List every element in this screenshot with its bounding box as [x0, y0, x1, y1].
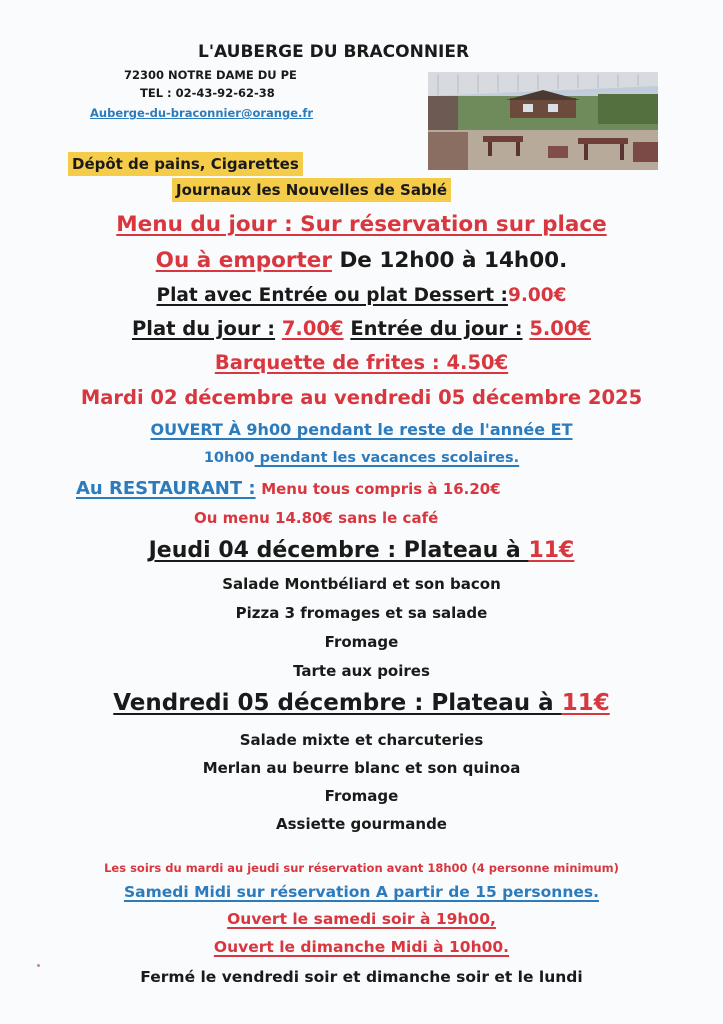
day-2-item-3: Fromage: [324, 787, 399, 805]
entree-du-jour-price: 5.00€: [529, 317, 591, 340]
phone: TEL : 02-43-92-62-38: [140, 86, 275, 100]
evenings-note: Les soirs du mardi au jeudi sur réservation avant 18h00 (4 personne minimum): [104, 861, 619, 875]
paper-speck: [37, 964, 40, 967]
date-range: Mardi 02 décembre au vendredi 05 décembre 2025: [80, 386, 643, 409]
saturday-noon-note: Samedi Midi sur réservation A partir de 15 personnes.: [124, 883, 599, 901]
day-1-price: 11€: [528, 538, 575, 563]
restaurant-label: Au RESTAURANT :: [76, 478, 256, 499]
email-link[interactable]: Auberge-du-braconnier@orange.fr: [90, 106, 314, 120]
day-2-price: 11€: [561, 690, 610, 716]
day-2-item-2: Merlan au beurre blanc et son quinoa: [202, 759, 521, 777]
day-2-item-1: Salade mixte et charcuteries: [239, 731, 484, 749]
menu-du-jour-title: Menu du jour : Sur réservation sur place: [116, 212, 607, 237]
terrace-photo: [428, 72, 658, 170]
opening-line-2: pendant les vacances scolaires.: [254, 450, 520, 466]
day-1-item-2: Pizza 3 fromages et sa salade: [235, 604, 488, 622]
day-1-item-3: Fromage: [324, 633, 399, 651]
opening-line-1: OUVERT À 9h00 pendant le reste de l'année ET: [150, 420, 573, 439]
restaurant-name: L'AUBERGE DU BRACONNIER: [198, 42, 470, 62]
opening-hour: 10h00: [203, 450, 255, 466]
restaurant-menu-all: Menu tous compris à 16.20€: [261, 480, 501, 498]
services-line-1: Dépôt de pains, Cigarettes: [68, 152, 303, 176]
entree-du-jour-label: Entrée du jour :: [350, 317, 523, 340]
plat-entree-dessert-price: 9.00€: [507, 285, 567, 306]
takeaway-hours: De 12h00 à 14h00.: [339, 248, 568, 273]
day-1-title: Jeudi 04 décembre : Plateau à: [148, 538, 529, 563]
address: 72300 NOTRE DAME DU PE: [124, 68, 297, 82]
plat-du-jour-label: Plat du jour :: [132, 317, 276, 340]
day-2-item-4: Assiette gourmande: [276, 815, 447, 833]
sunday-note: Ouvert le dimanche Midi à 10h00.: [213, 938, 510, 956]
restaurant-menu-alt: Ou menu 14.80€ sans le café: [194, 509, 439, 527]
takeaway-label: Ou à emporter: [155, 248, 332, 273]
plat-du-jour-price: 7.00€: [281, 317, 344, 340]
day-2-title: Vendredi 05 décembre : Plateau à: [113, 690, 562, 716]
frites-price: Barquette de frites : 4.50€: [214, 351, 509, 374]
day-1-item-4: Tarte aux poires: [293, 662, 430, 680]
closed-note: Fermé le vendredi soir et dimanche soir et le lundi: [140, 968, 583, 986]
plat-entree-dessert-label: Plat avec Entrée ou plat Dessert :: [156, 285, 508, 306]
saturday-evening-note: Ouvert le samedi soir à 19h00,: [227, 910, 496, 928]
services-line-2: Journaux les Nouvelles de Sablé: [172, 178, 451, 202]
day-1-item-1: Salade Montbéliard et son bacon: [222, 575, 501, 593]
